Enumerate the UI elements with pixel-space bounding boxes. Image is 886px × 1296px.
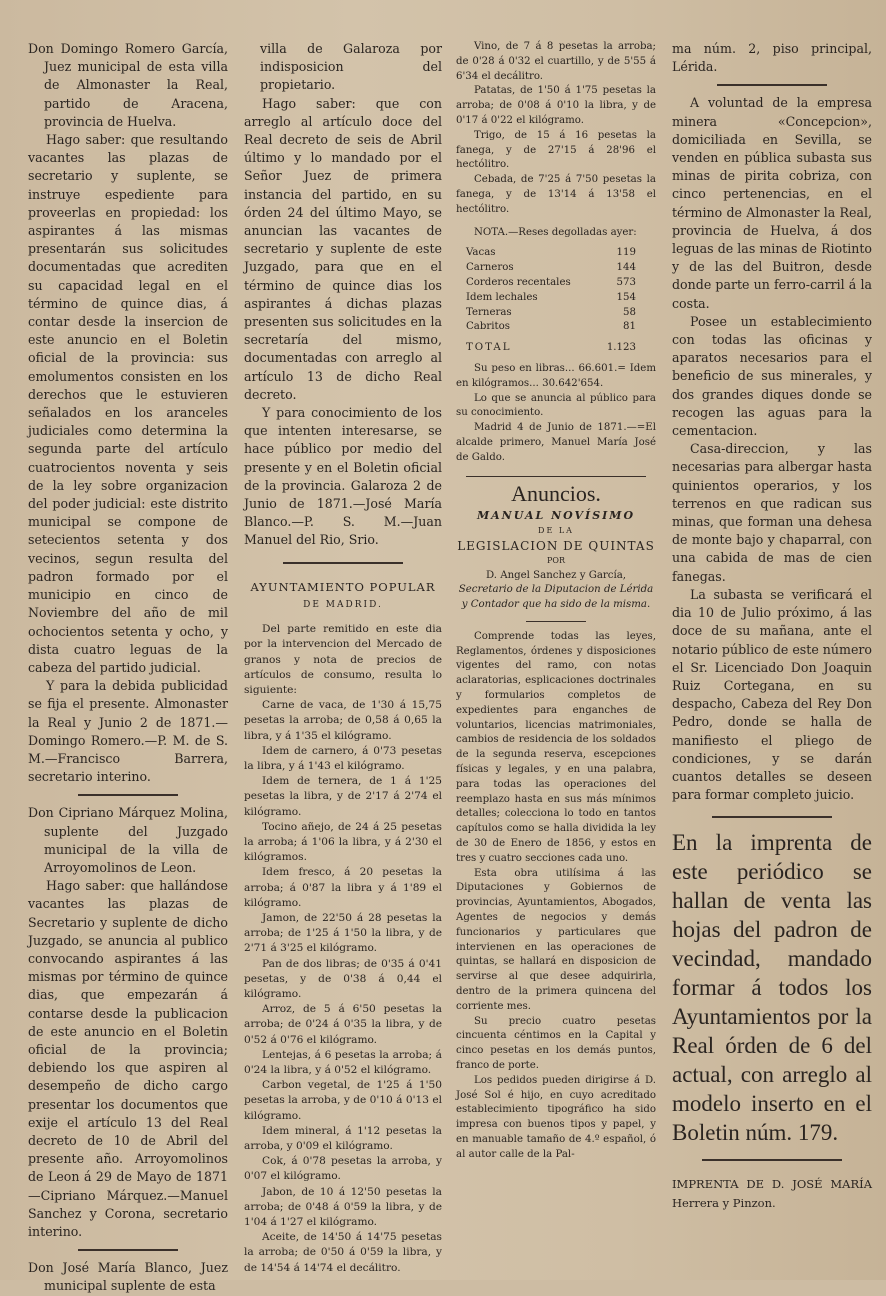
edict-3-close: Y para conocimiento de los que intenten interesarse, se hace público por medio del presente y en el Boletin oficial de la provincia. Galaroza 2 de Junio de 1871.—José María Blanco.—P. S. M.—Juan Manuel del Rio, Srio.	[244, 405, 442, 548]
book-orders: Los pedidos pueden dirigirse á D. José Sol é hijo, en cuyo acreditado establecimiento tipográfico ha sido impresa con buenos tipos y papel, y en manuable tamaño de 4.º español, ó al autor calle de la Pal-	[456, 1074, 656, 1160]
mine-sale-notice: A voluntad de la empresa minera «Concepcion», domiciliada en Sevilla, se venden en pública subasta sus minas de pirita cobriza, con cinco pertenencias, en el término de Almonaster la Real, provincia de Huelva, á dos leguas de las minas de Riotinto y de las del Buitron, desde donde parte un ferro-carril á la costa.	[672, 95, 872, 311]
edict-2-body: Hago saber: que hallándose vacantes las plazas de Secretario y suplente de dicho Juzgado, se anuncia al publico convocando aspirantes á las mismas por término de quince dias, que empezarán á contarse desde la publicacion de este anuncio en el Boletin oficial de la provincia; debiendo los que aspiren al desempeño de dicho cargo presentar los documentos que exije el artículo 13 del Real decreto de 10 de Abril del presente año. Arroyomolinos de Leon á 29 de Mayo de 1871—Cipriano Márquez.—Manuel Sanchez y Corona, secretario interino.	[28, 878, 228, 1239]
total-row: TOTAL 1.123	[466, 342, 636, 354]
price-item: Cok, á 0'78 pesetas la arroba, y 0'07 el kilógramo.	[244, 1155, 442, 1183]
edict-1-body: Hago saber: que resultando vacantes las plazas de secretario y suplente, se instruye espediente para proveerlas en propiedad: los aspirantes á las mismas presentarán sus solicitudes documentadas que acrediten su capacidad legal en el término de quince dias, á contar desde la insercion de este anuncio en el Boletin oficial de la provincia: sus emolumentos consisten en los derechos que le estuvieren señalados en los aranceles judiciales como determina la segunda parte del artículo cuatrocientos noventa y seis de la ley sobre organizacion del poder judicial: este distrito municipal se compone de setecientos setenta y dos vecinos, segun resulta del padron formado por el municipio en cinco de Noviembre del año de mil ochocientos setenta y ocho, y dista cuatro leguas de la cabeza del partido judicial.	[28, 132, 228, 675]
edict-2-header: Don Cipriano Márquez Molina, suplente del Juzgado municipal de la villa de Arroyomolinos de Leon.	[28, 805, 228, 875]
printer-imprint: IMPRENTA DE D. JOSÉ MARÍA Herrera y Pinzon.	[672, 1177, 872, 1210]
book-price: Su precio cuatro pesetas cincuenta céntimos en la Capital y cinco pesetas en los demás puntos, franco de porte.	[456, 1015, 656, 1071]
price-item: Arroz, de 5 á 6'50 pesetas la arroba; de 0'24 á 0'35 la libra, y de 0'52 á 0'76 el kilógramo.	[244, 1003, 442, 1046]
mine-buildings: Casa-direccion, y las necesarias para albergar hasta quinientos operarios, y los terrenos en que radican sus minas, que forman una dehesa de monte bajo y chaparral, con una cabida de mas de cien fanegas.	[672, 441, 872, 584]
divider	[466, 476, 646, 477]
author-role: Secretario de la Diputacion de Lérida y Contador que ha sido de la misma.	[458, 584, 654, 611]
price-item: Patatas, de 1'50 á 1'75 pesetas la arroba; de 0'08 á 0'10 la libra, y de 0'17 á 0'22 el kilógramo.	[456, 85, 656, 126]
edict-1-close: Y para la debida publicidad se fija el presente. Almonaster la Real y Junio 2 de 1871.—Domingo Romero.—P. M. de S. M.—Francisco Barrera, secretario interino.	[28, 678, 228, 785]
book-author: D. Angel Sanchez y García,	[485, 569, 627, 581]
price-item: Lentejas, á 6 pesetas la arroba; á 0'24 la libra, y á 0'52 el kilógramo.	[244, 1048, 442, 1076]
edict-3-continuation: villa de Galaroza por indisposicion del propietario.	[260, 41, 442, 93]
price-item: Pan de dos libras; de 0'35 á 0'41 pesetas, y de 0'38 á 0,44 el kilógramo.	[244, 957, 442, 1000]
price-item: Carbon vegetal, de 1'25 á 1'50 pesetas la arroba, y de 0'10 á 0'13 el kilógramo.	[244, 1079, 442, 1122]
book-subtitle: LEGISLACION DE QUINTAS	[457, 538, 655, 553]
nota-title: NOTA.—Reses degolladas ayer:	[474, 226, 637, 238]
table-row: Terneras 58	[466, 306, 636, 318]
table-row: Carneros 144	[466, 262, 636, 274]
weight-summary: Su peso en libras... 66.601.= Idem en kilógramos... 30.642'654.	[456, 362, 656, 389]
divider	[526, 621, 586, 622]
table-row: Cabritos 81	[466, 321, 636, 333]
table-row: Vacas 119	[466, 247, 636, 259]
edict-1-header: Don Domingo Romero García, Juez municipal de esta villa de Almonaster la Real, partido de Aracena, provincia de Huelva.	[28, 41, 228, 129]
price-item: Tocino añejo, de 24 á 25 pesetas la arroba; á 1'06 la libra, y á 2'30 el kilógramos.	[244, 820, 442, 864]
book-description: Comprende todas las leyes, Reglamentos, órdenes y disposiciones vigentes del ramo, con notas aclaratorias, esplicaciones doctrinales y formularios completos de expedientes para enganches de voluntarios, licencias matrimoniales, cambios de residencia de los soldados de la segunda reserva, escepciones físicas y legales, y en una palabra, para todas las operaciones del reemplazo hasta en sus más mínimos detalles; colecciona lo todo en tantos capítulos como se halla dividida la ley de 30 de Enero de 1856, y estos en tres y cuatro secciones cada uno.	[456, 630, 656, 864]
price-item: Trigo, de 15 á 16 pesetas la fanega, y de 27'15 á 28'96 el hectólitro.	[456, 129, 656, 171]
madrid-subheading: DE MADRID.	[303, 599, 383, 610]
signature: Madrid 4 de Junio de 1871.—=El alcalde primero, Manuel María José de Galdo.	[456, 422, 656, 463]
mine-facilities: Posee un establecimiento con todas las oficinas y aparatos necesarios para el beneficio de sus minerales, y dos grandes diques donde se recogen las aguas para la cementacion.	[672, 313, 872, 439]
divider	[283, 562, 403, 564]
market-intro: Del parte remitido en este dia por la intervencion del Mercado de granos y nota de precios de artículos de consumo, resulta lo siguiente:	[244, 623, 442, 696]
divider	[717, 84, 827, 86]
price-item: Idem de carnero, á 0'73 pesetas la libra, y á 1'43 el kilógramo.	[244, 744, 442, 772]
price-item: Idem fresco, á 20 pesetas la arroba; á 0'87 la libra y á 1'89 el kilógramo.	[244, 866, 442, 909]
divider	[712, 816, 832, 818]
closing-note: Lo que se anuncia al público para su conocimiento.	[456, 392, 656, 419]
column-2	[244, 40, 442, 1276]
divider	[702, 1159, 842, 1161]
price-item: Jamon, de 22'50 á 28 pesetas la arroba; de 1'25 á 1'50 la libra, y de 2'71 á 3'25 el kilógramo.	[244, 911, 442, 955]
edict-3-header: Don José María Blanco, Juez municipal suplente de esta	[28, 1260, 228, 1294]
table-row: Idem lechales 154	[466, 291, 636, 303]
by-label: POR	[547, 555, 565, 565]
price-item: Vino, de 7 á 8 pesetas la arroba; de 0'28 á 0'32 el cuartillo, y de 5'55 á 6'34 el decálitro.	[456, 41, 656, 82]
address-continuation: ma núm. 2, piso principal, Lérida.	[672, 41, 872, 75]
table-row: Corderos recentales 573	[466, 276, 636, 288]
column-1	[28, 40, 228, 1296]
price-item: Idem mineral, á 1'12 pesetas la arroba, y 0'09 el kilógramo.	[244, 1124, 442, 1152]
edict-3-body: Hago saber: que con arreglo al artículo doce del Real decreto de seis de Abril último y lo mandado por el Señor Juez de primera instancia del partido, en su órden 24 del último Mayo, se anuncian las vacantes de secretario y suplente de este Juzgado, para que en el término de quince dias los aspirantes á dichas plazas presenten sus solicitudes en la secretaría del mismo, documentadas con arreglo al artículo 13 de dicho Real decreto.	[244, 95, 442, 402]
price-item: Aceite, de 14'50 á 14'75 pesetas la arroba; de 0'50 á 0'59 la libra, y de 14'54 á 14'74 el decálitro.	[244, 1231, 442, 1274]
book-description-2: Esta obra utilísima á las Diputaciones y Gobiernos de provincias, Ayuntamientos, Abogados, Agentes de negocios y demás funcionarios y particulares que intervienen en las operaciones de quintas, se hallará en disposicion de servirse al que desee adquirirla, dentro de la primera quincena del corriente mes.	[456, 867, 656, 1012]
slaughter-table	[466, 246, 636, 356]
printing-notice: En la imprenta de este periódico se hallan de venta las hojas del padron de vecindad, mandado formar á todos los Ayuntamientos por la Real órden de 6 del actual, con arreglo al modelo inserto en el Boletin núm. 179.	[672, 830, 872, 1146]
price-item: Idem de ternera, de 1 á 1'25 pesetas la libra, y de 2'17 á 2'74 el kilógramo.	[244, 775, 442, 818]
price-item: Cebada, de 7'25 á 7'50 pesetas la fanega, y de 13'14 á 13'58 el hectólitro.	[456, 174, 656, 215]
column-3	[456, 40, 656, 1163]
price-item: Carne de vaca, de 1'30 á 15,75 pesetas la arroba; de 0,58 á 0,65 la libra, y á 1'35 el kilógramo.	[244, 699, 442, 742]
price-item: Jabon, de 10 á 12'50 pesetas la arroba; de 0'48 á 0'59 la libra, y de 1'04 á 1'27 el kilógramo.	[244, 1185, 442, 1229]
divider	[78, 794, 178, 796]
anuncios-heading: Anuncios.	[511, 480, 601, 506]
book-title: MANUAL NOVÍSIMO	[476, 509, 636, 523]
ayuntamiento-heading: AYUNTAMIENTO POPULAR	[250, 579, 436, 594]
column-4	[672, 40, 872, 1212]
book-title-connector: DE LA	[538, 526, 574, 536]
divider	[78, 1249, 178, 1251]
auction-details: La subasta se verificará el dia 10 de Julio próximo, á las doce de su mañana, ante el notario público de este número el Sr. Licenciado Don Joaquin Ruiz Cortegana, en su despacho, Cabeza del Rey Don Pedro, donde se halla de manifiesto el pliego de condiciones, y se darán cuantos detalles se deseen para formar completo juicio.	[672, 586, 872, 803]
